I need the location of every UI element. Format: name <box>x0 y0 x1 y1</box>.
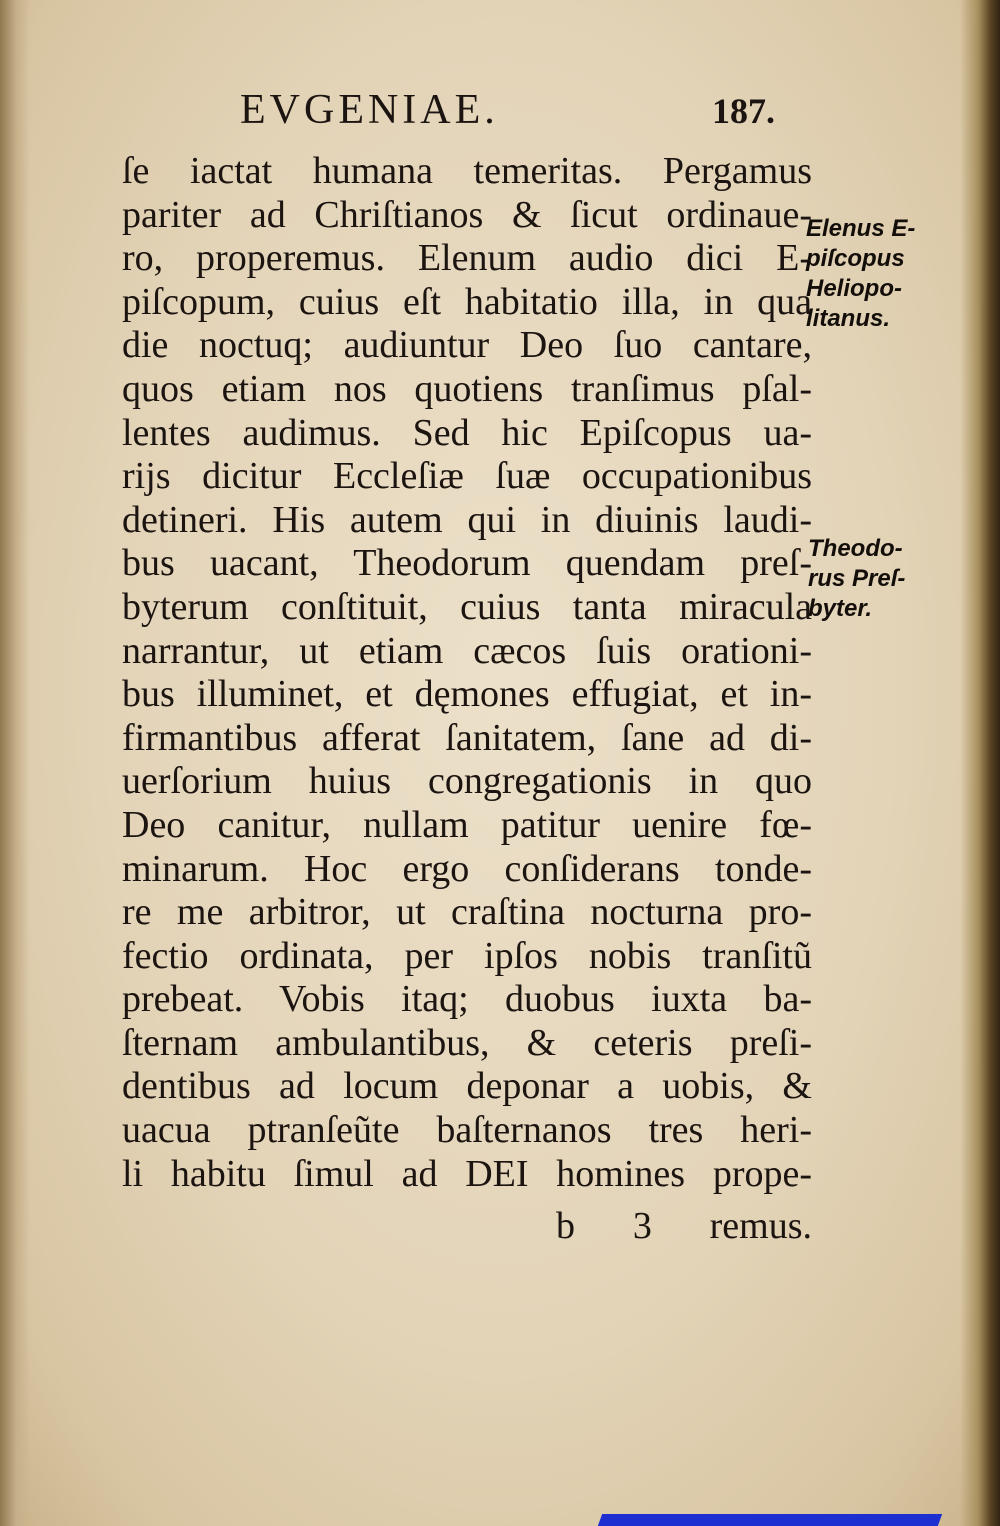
body-text <box>122 150 812 1196</box>
text-line: uerſorium huius congregationis in quo <box>122 760 812 803</box>
marginal-note-line: Heliopo- <box>806 275 902 302</box>
text-line: byterum conſtituit, cuius tanta miracula <box>122 585 812 628</box>
text-line: bus illuminet, et dęmones effugiat, et in- <box>122 673 812 716</box>
page-edge-shadow <box>960 0 1000 1526</box>
text-line: li habitu ſimul ad DEI homines prope- <box>122 1152 812 1195</box>
page-header <box>0 86 1000 134</box>
page-number: 187. <box>712 91 775 131</box>
text-line: dentibus ad locum deponar a uobis, & <box>122 1065 812 1108</box>
marginal-note-elenus <box>806 214 915 334</box>
marginal-note-line: byter. <box>808 595 873 622</box>
marginal-note-line: Theodo- <box>808 535 903 562</box>
text-line: firmantibus afferat ſanitatem, ſane ad di- <box>122 716 812 759</box>
text-line: pariter ad Chriſtianos & ſicut ordinaue- <box>122 193 812 236</box>
marginal-note-line: Elenus E- <box>806 215 916 242</box>
scan-color-mark <box>598 1514 942 1526</box>
text-line: lentes audimus. Sed hic Epiſcopus ua- <box>122 411 812 454</box>
text-line: Deo canitur, nullam patitur uenire fœ- <box>122 803 812 846</box>
marginal-note-line: rus Preſ- <box>808 565 906 592</box>
text-line: prebeat. Vobis itaq; duobus iuxta ba- <box>122 978 812 1021</box>
page-gutter-shadow <box>0 0 30 1526</box>
text-line: piſcopum, cuius eſt habitatio illa, in qua <box>122 280 812 323</box>
marginal-note-theodorus <box>808 534 905 624</box>
text-line: die noctuq; audiuntur Deo ſuo cantare, <box>122 324 812 367</box>
text-line: rijs dicitur Eccleſiæ ſuæ occupationibus <box>122 455 812 498</box>
text-line: quos etiam nos quotiens tranſimus pſal- <box>122 367 812 410</box>
text-line: detineri. His autem qui in diuinis laudi- <box>122 498 812 541</box>
signature-mark: b <box>556 1205 575 1247</box>
catchword: remus. <box>709 1205 812 1247</box>
running-head: EVGENIAE. <box>240 87 499 133</box>
marginal-note-line: litanus. <box>806 305 891 332</box>
text-line: bus uacant, Theodorum quendam preſ- <box>122 542 812 585</box>
catchline <box>556 1204 812 1248</box>
text-line: ſternam ambulantibus, & ceteris preſi- <box>122 1021 812 1064</box>
text-line: narrantur, ut etiam cæcos ſuis orationi- <box>122 629 812 672</box>
text-line: minarum. Hoc ergo conſiderans tonde- <box>122 847 812 890</box>
text-line: fectio ordinata, per ipſos nobis tranſitũ <box>122 934 812 977</box>
text-line: ro, properemus. Elenum audio dici E- <box>122 237 812 280</box>
text-line: ſe iactat humana temeritas. Pergamus <box>122 150 812 192</box>
text-line: re me arbitror, ut craſtina nocturna pro- <box>122 891 812 934</box>
marginal-note-line: piſcopus <box>806 245 905 272</box>
signature-number: 3 <box>632 1205 652 1247</box>
text-line: uacua ptranſeũte baſternanos tres heri- <box>122 1109 812 1152</box>
